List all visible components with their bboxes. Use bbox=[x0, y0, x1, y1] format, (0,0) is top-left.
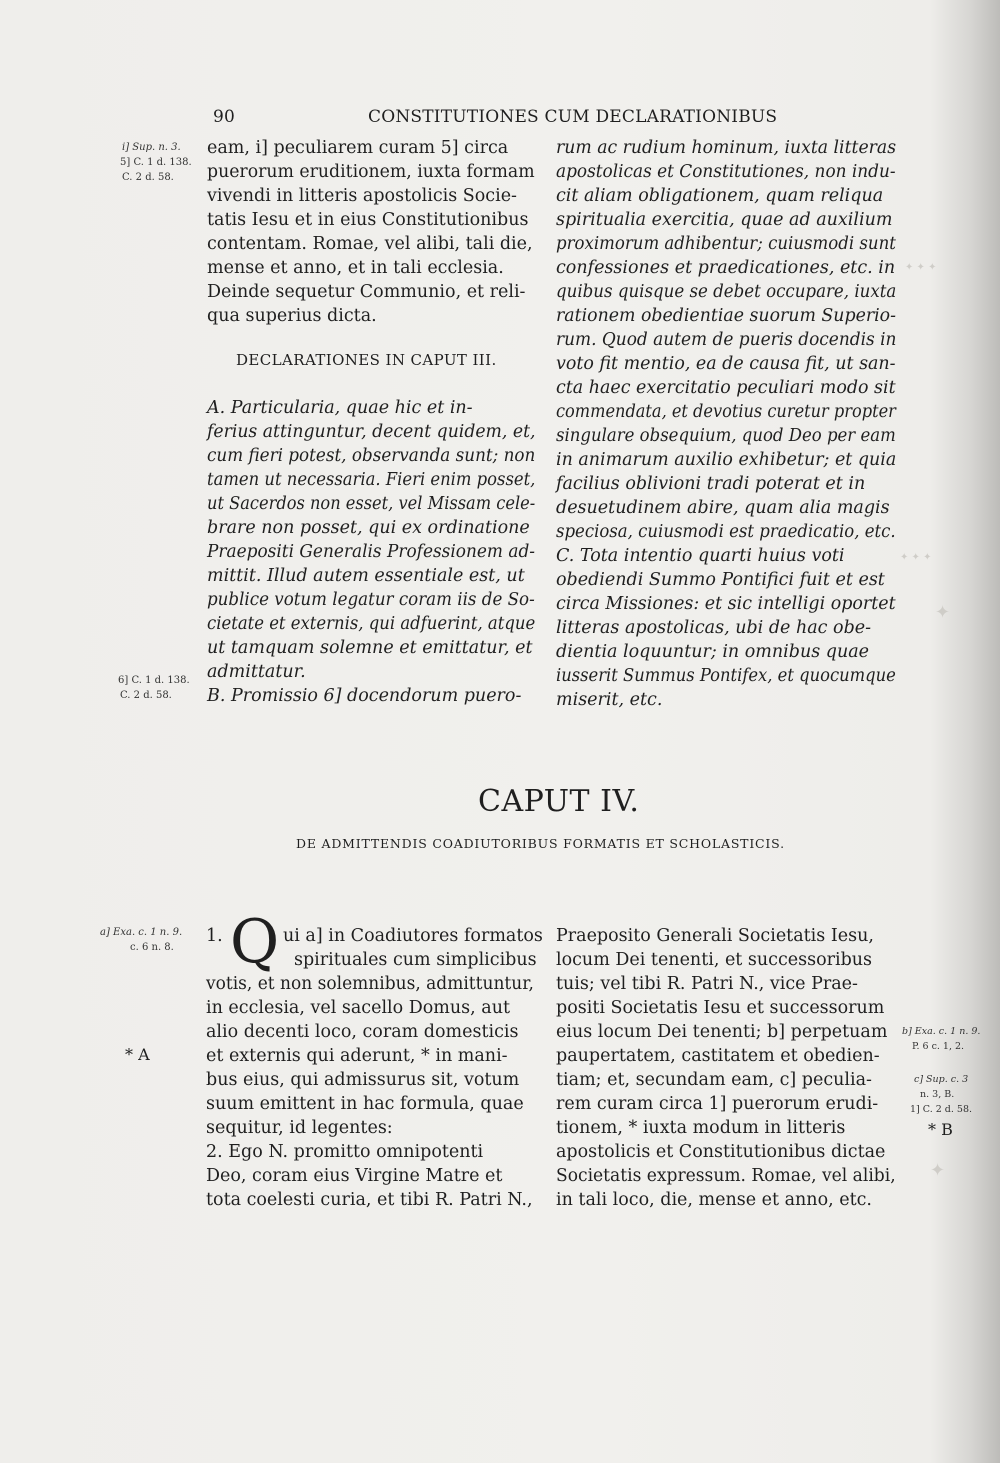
margin-note: 6] C. 1 d. 138. bbox=[118, 675, 190, 686]
margin-note: a] Exa. c. 1 n. 9. bbox=[100, 927, 183, 938]
text-line: cum fieri potest, observanda sunt; non bbox=[207, 446, 536, 466]
drop-cap: Q bbox=[230, 907, 280, 977]
text-line: Deo, coram eius Virgine Matre et bbox=[206, 1166, 503, 1186]
text-line: rationem obedientiae suorum Superio- bbox=[556, 306, 896, 326]
text-line: speciosa, cuiusmodi est praedicatio, etc. bbox=[556, 522, 896, 542]
text-line: tionem, * iuxta modum in litteris bbox=[556, 1118, 846, 1138]
show-through-mark: ✦ bbox=[935, 602, 951, 623]
text-line: paupertatem, castitatem et obedien- bbox=[556, 1046, 880, 1066]
running-title: CONSTITUTIONES CUM DECLARATIONIBUS bbox=[368, 107, 778, 127]
text-line: quibus quisque se debet occupare, iuxta bbox=[556, 282, 897, 302]
text-line: Praepositi Generalis Professionem ad- bbox=[207, 542, 536, 562]
show-through-mark: ✦ bbox=[930, 1160, 946, 1181]
margin-note: n. 3, B. bbox=[920, 1089, 955, 1100]
margin-note: 1] C. 2 d. 58. bbox=[910, 1104, 973, 1115]
text-line: in ecclesia, vel sacello Domus, aut bbox=[206, 998, 511, 1018]
text-line: circa Missiones: et sic intelligi oportet bbox=[556, 594, 896, 614]
margin-note: C. 2 d. 58. bbox=[120, 690, 172, 701]
text-line: obediendi Summo Pontifici fuit et est bbox=[556, 570, 885, 590]
chapter-title: CAPUT IV. bbox=[478, 784, 640, 819]
text-line: commendata, et devotius curetur propter bbox=[556, 402, 896, 422]
text-line: spirituales cum simplicibus bbox=[294, 950, 537, 970]
text-line: Societatis expressum. Romae, vel alibi, bbox=[556, 1166, 896, 1186]
text-line: positi Societatis Iesu et successorum bbox=[556, 998, 885, 1018]
text-line: C. Tota intentio quarti huius voti bbox=[556, 546, 845, 566]
text-line: alio decenti loco, coram domesticis bbox=[206, 1022, 519, 1042]
text-line: cit aliam obligationem, quam reliqua bbox=[556, 186, 884, 206]
margin-note: c. 6 n. 8. bbox=[130, 942, 174, 953]
text-line: apostolicis et Constitutionibus dictae bbox=[556, 1142, 886, 1162]
text-line: 2. Ego N. promitto omnipotenti bbox=[206, 1142, 484, 1162]
text-line: singulare obsequium, quod Deo per eam bbox=[556, 426, 896, 446]
text-line: contentam. Romae, vel alibi, tali die, bbox=[207, 234, 533, 254]
text-line: proximorum adhibentur; cuiusmodi sunt bbox=[556, 234, 896, 254]
text-line: Praeposito Generali Societatis Iesu, bbox=[556, 926, 874, 946]
text-line: facilius oblivioni tradi poterat et in bbox=[556, 474, 866, 494]
text-line: bus eius, qui admissurus sit, votum bbox=[206, 1070, 520, 1090]
text-line: rum ac rudium hominum, iuxta litteras bbox=[556, 138, 897, 158]
text-line: spiritualia exercitia, quae ad auxilium bbox=[556, 210, 893, 230]
margin-asterisk-b: * B bbox=[928, 1120, 953, 1139]
text-line: qua superius dicta. bbox=[207, 306, 377, 326]
text-line: iusserit Summus Pontifex, et quocumque bbox=[556, 666, 896, 686]
margin-note: P. 6 c. 1, 2. bbox=[912, 1041, 965, 1052]
text-line: litteras apostolicas, ubi de hac obe- bbox=[556, 618, 872, 638]
text-line: in tali loco, die, mense et anno, etc. bbox=[556, 1190, 872, 1210]
text-line: tamen ut necessaria. Fieri enim posset, bbox=[207, 470, 536, 490]
text-line: A. Particularia, quae hic et in- bbox=[207, 398, 473, 418]
margin-note: i] Sup. n. 3. bbox=[122, 142, 181, 153]
text-line: eam, i] peculiarem curam 5] circa bbox=[207, 138, 509, 158]
margin-note: b] Exa. c. 1 n. 9. bbox=[902, 1026, 981, 1037]
show-through-mark: ✦ ✦ ✦ bbox=[900, 552, 932, 563]
declarationes-heading: DECLARATIONES IN CAPUT III. bbox=[236, 351, 497, 369]
text-line: brare non posset, qui ex ordinatione bbox=[207, 518, 530, 538]
text-line: rem curam circa 1] puerorum erudi- bbox=[556, 1094, 879, 1114]
text-line: tiam; et, secundam eam, c] peculia- bbox=[556, 1070, 872, 1090]
margin-note: C. 2 d. 58. bbox=[122, 172, 174, 183]
text-line: votis, et non solemnibus, admittuntur, bbox=[206, 974, 534, 994]
paragraph-number: 1. bbox=[206, 926, 223, 946]
text-line: confessiones et praedicationes, etc. in bbox=[556, 258, 896, 278]
text-line: sequitur, id legentes: bbox=[206, 1118, 393, 1138]
text-line: tuis; vel tibi R. Patri N., vice Prae- bbox=[556, 974, 858, 994]
show-through-mark: ✦ ✦ ✦ bbox=[905, 262, 937, 273]
margin-note: 5] C. 1 d. 138. bbox=[120, 157, 192, 168]
text-line: desuetudinem abire, quam alia magis bbox=[556, 498, 890, 518]
text-line: mittit. Illud autem essentiale est, ut bbox=[207, 566, 525, 586]
text-line: publice votum legatur coram iis de So- bbox=[207, 590, 535, 610]
text-line: et externis qui aderunt, * in mani- bbox=[206, 1046, 508, 1066]
text-line: ut tamquam solemne et emittatur, et bbox=[207, 638, 533, 658]
text-line: rum. Quod autem de pueris docendis in bbox=[556, 330, 897, 350]
text-line: ferius attinguntur, decent quidem, et, bbox=[207, 422, 536, 442]
text-line: ui a] in Coadiutores formatos bbox=[283, 926, 543, 946]
text-line: apostolicas et Constitutiones, non indu- bbox=[556, 162, 896, 182]
text-line: in animarum auxilio exhibetur; et quia bbox=[556, 450, 897, 470]
text-line: B. Promissio 6] docendorum puero- bbox=[207, 686, 522, 706]
text-line: miserit, etc. bbox=[556, 690, 663, 710]
text-line: dientia loquuntur; in omnibus quae bbox=[556, 642, 870, 662]
text-line: tatis Iesu et in eius Constitutionibus bbox=[207, 210, 529, 230]
text-line: eius locum Dei tenenti; b] perpetuam bbox=[556, 1022, 888, 1042]
page-number: 90 bbox=[213, 107, 236, 127]
margin-note: c] Sup. c. 3 bbox=[914, 1074, 969, 1085]
text-line: locum Dei tenenti, et successoribus bbox=[556, 950, 873, 970]
text-line: puerorum eruditionem, iuxta formam bbox=[207, 162, 535, 182]
text-line: Deinde sequetur Communio, et reli- bbox=[207, 282, 526, 302]
text-line: cietate et externis, qui adfuerint, atque bbox=[207, 614, 536, 634]
text-line: mense et anno, et in tali ecclesia. bbox=[207, 258, 504, 278]
text-line: voto fit mentio, ea de causa fit, ut san- bbox=[556, 354, 896, 374]
text-line: ut Sacerdos non esset, vel Missam cele- bbox=[207, 494, 536, 514]
text-line: admittatur. bbox=[207, 662, 306, 682]
text-line: cta haec exercitatio peculiari modo sit bbox=[556, 378, 896, 398]
text-line: tota coelesti curia, et tibi R. Patri N., bbox=[206, 1190, 533, 1210]
chapter-subtitle: DE ADMITTENDIS COADIUTORIBUS FORMATIS ET SCHOLASTICIS. bbox=[296, 836, 785, 851]
margin-asterisk-a: * A bbox=[125, 1045, 150, 1064]
text-line: suum emittent in hac formula, quae bbox=[206, 1094, 524, 1114]
text-line: vivendi in litteris apostolicis Socie- bbox=[207, 186, 517, 206]
